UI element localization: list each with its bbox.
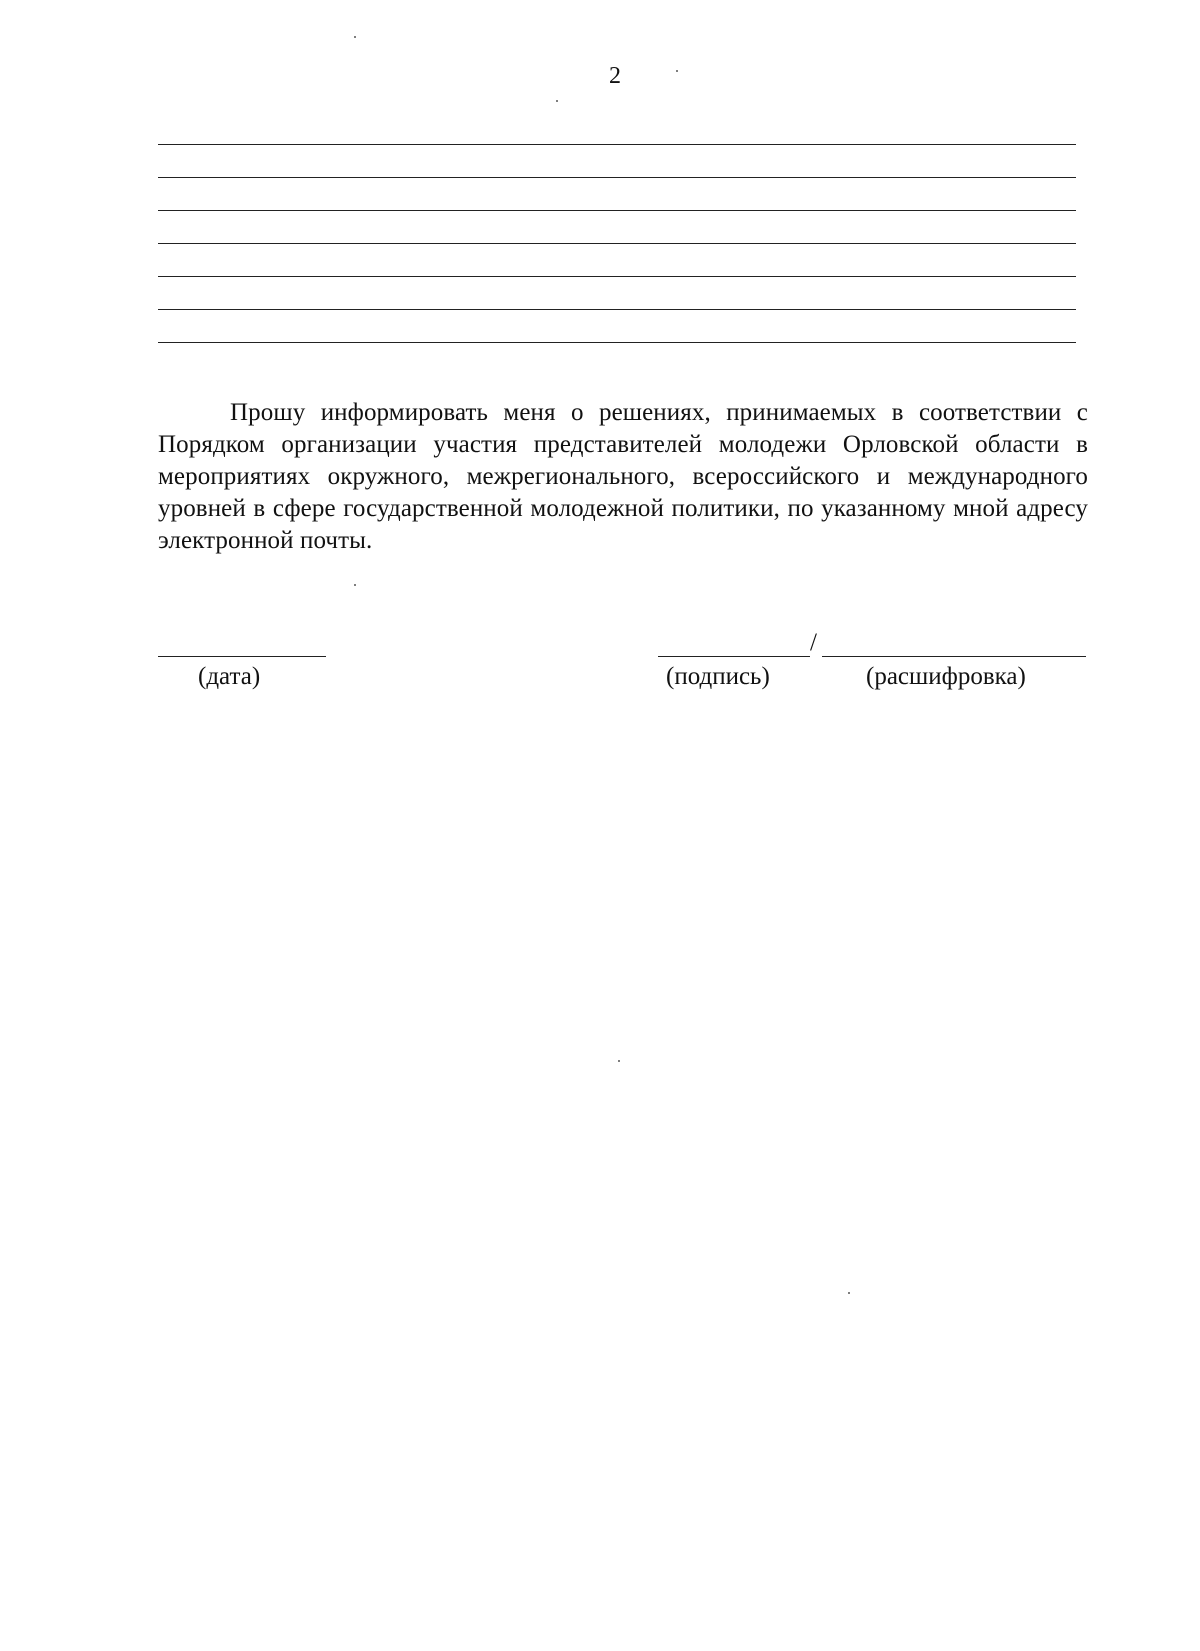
blank-line xyxy=(158,342,1076,344)
blank-lines-block xyxy=(158,144,1076,375)
signature-caption: (подпись) xyxy=(666,663,770,690)
scan-speck xyxy=(354,36,356,38)
signature-separator: / xyxy=(810,629,817,656)
blank-line xyxy=(158,144,1076,146)
page-number: 2 xyxy=(609,63,621,89)
blank-line xyxy=(158,243,1076,245)
blank-line xyxy=(158,177,1076,179)
scan-speck xyxy=(354,584,356,586)
scan-speck xyxy=(556,100,558,102)
date-caption: (дата) xyxy=(198,663,261,690)
blank-line xyxy=(158,276,1076,278)
signature-line xyxy=(658,656,810,658)
blank-line xyxy=(158,309,1076,311)
blank-line xyxy=(158,210,1076,212)
date-line xyxy=(158,656,326,658)
scan-speck xyxy=(676,70,678,72)
request-paragraph: Прошу информировать меня о решениях, принимаемых в соответствии с Порядком организации участия представителей молодежи Орловской области в мероприятиях окружного, межрегионального, всероссийского и международного уровней в сфере государственной молодежной политики, по указанному мной адресу электронной почты. xyxy=(158,399,1088,554)
decoding-line xyxy=(822,656,1086,658)
decoding-caption: (расшифровка) xyxy=(866,663,1026,690)
scan-speck xyxy=(848,1292,850,1294)
scan-speck xyxy=(618,1060,620,1062)
